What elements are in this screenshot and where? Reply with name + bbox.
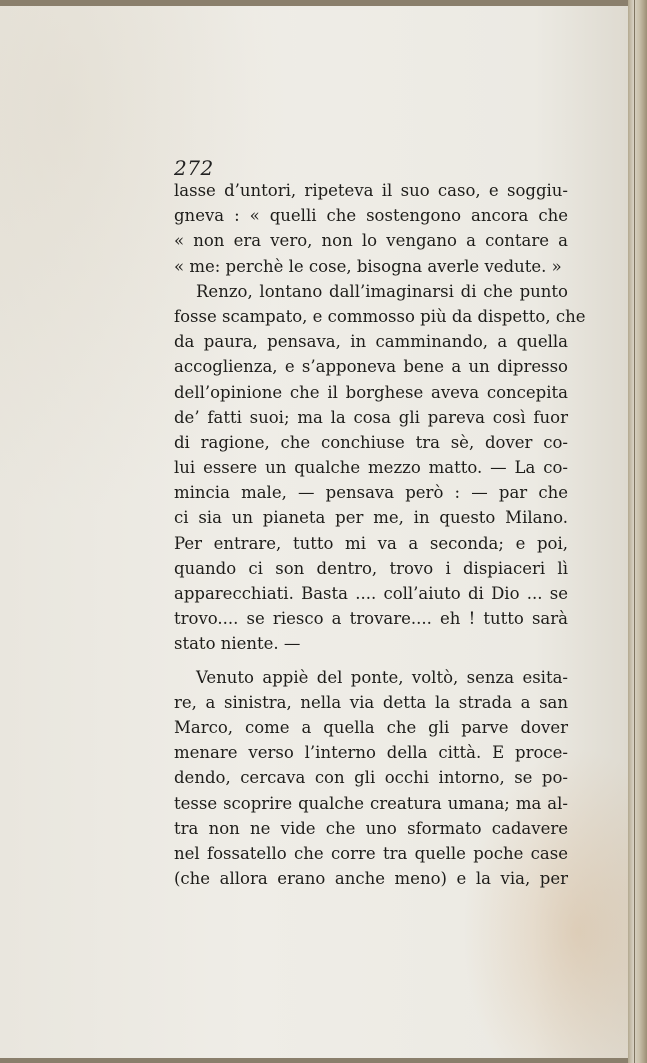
text-line: « non era vero, non lo vengano a contare a xyxy=(174,231,568,251)
text-line: lui essere un qualche mezzo matto. — La co- xyxy=(174,458,568,478)
text-line: tra non ne vide che uno sformato cadavere xyxy=(174,818,568,838)
text-line: quando ci son dentro, trovo i dispiaceri lì xyxy=(174,558,568,578)
text-line: di ragione, che conchiuse tra sè, dover co- xyxy=(174,432,568,452)
text-line: nel fossatello che corre tra quelle poche case xyxy=(174,843,568,863)
text-line: menare verso l’interno della città. E proce- xyxy=(174,743,568,763)
text-line: Marco, come a quella che gli parve dover xyxy=(174,717,568,737)
page-edge xyxy=(628,0,647,1063)
text-line: « me: perchè le cose, bisogna averle vedute. » xyxy=(174,256,562,276)
text-line: apparecchiati. Basta .... coll’aiuto di Dio ... se xyxy=(174,584,568,603)
text-line: tesse scoprire qualche creatura umana; ma al- xyxy=(174,793,568,813)
text-line: ci sia un pianeta per me, in questo Milano. xyxy=(174,508,568,528)
text-line: fosse scampato, e commosso più da dispetto, che xyxy=(174,306,586,326)
text-line: da paura, pensava, in camminando, a quella xyxy=(174,332,568,352)
page-number: 272 xyxy=(174,156,214,180)
paragraph-gap xyxy=(174,657,568,665)
text-line: re, a sinistra, nella via detta la strada a san xyxy=(174,692,568,712)
text-line: dendo, cercava con gli occhi intorno, se po- xyxy=(174,768,568,788)
text-line: dell’opinione che il borghese aveva concepita xyxy=(174,382,568,402)
text-line: (che allora erano anche meno) e la via, per xyxy=(174,869,568,889)
paragraph-first-line: Venuto appiè del ponte, voltò, senza esita- xyxy=(196,667,568,687)
text-line: accoglienza, e s’apponeva bene a un dipresso xyxy=(174,357,568,377)
paragraph-first-line: Renzo, lontano dall’imaginarsi di che punto xyxy=(196,281,568,301)
text-line: gneva : « quelli che sostengono ancora che xyxy=(174,206,568,226)
text-line: Per entrare, tutto mi va a seconda; e poi, xyxy=(174,533,568,553)
body-text xyxy=(174,178,586,891)
text-line: trovo.... se riesco a trovare.... eh ! tutto sarà xyxy=(174,609,568,629)
text-line: stato niente. — xyxy=(174,634,301,654)
text-line: de’ fatti suoi; ma la cosa gli pareva così fuor xyxy=(174,407,568,427)
book-page xyxy=(0,6,629,1058)
text-line: lasse d’untori, ripeteva il suo caso, e soggiu- xyxy=(174,181,568,200)
text-line: mincia male, — pensava però : — par che xyxy=(174,483,568,503)
